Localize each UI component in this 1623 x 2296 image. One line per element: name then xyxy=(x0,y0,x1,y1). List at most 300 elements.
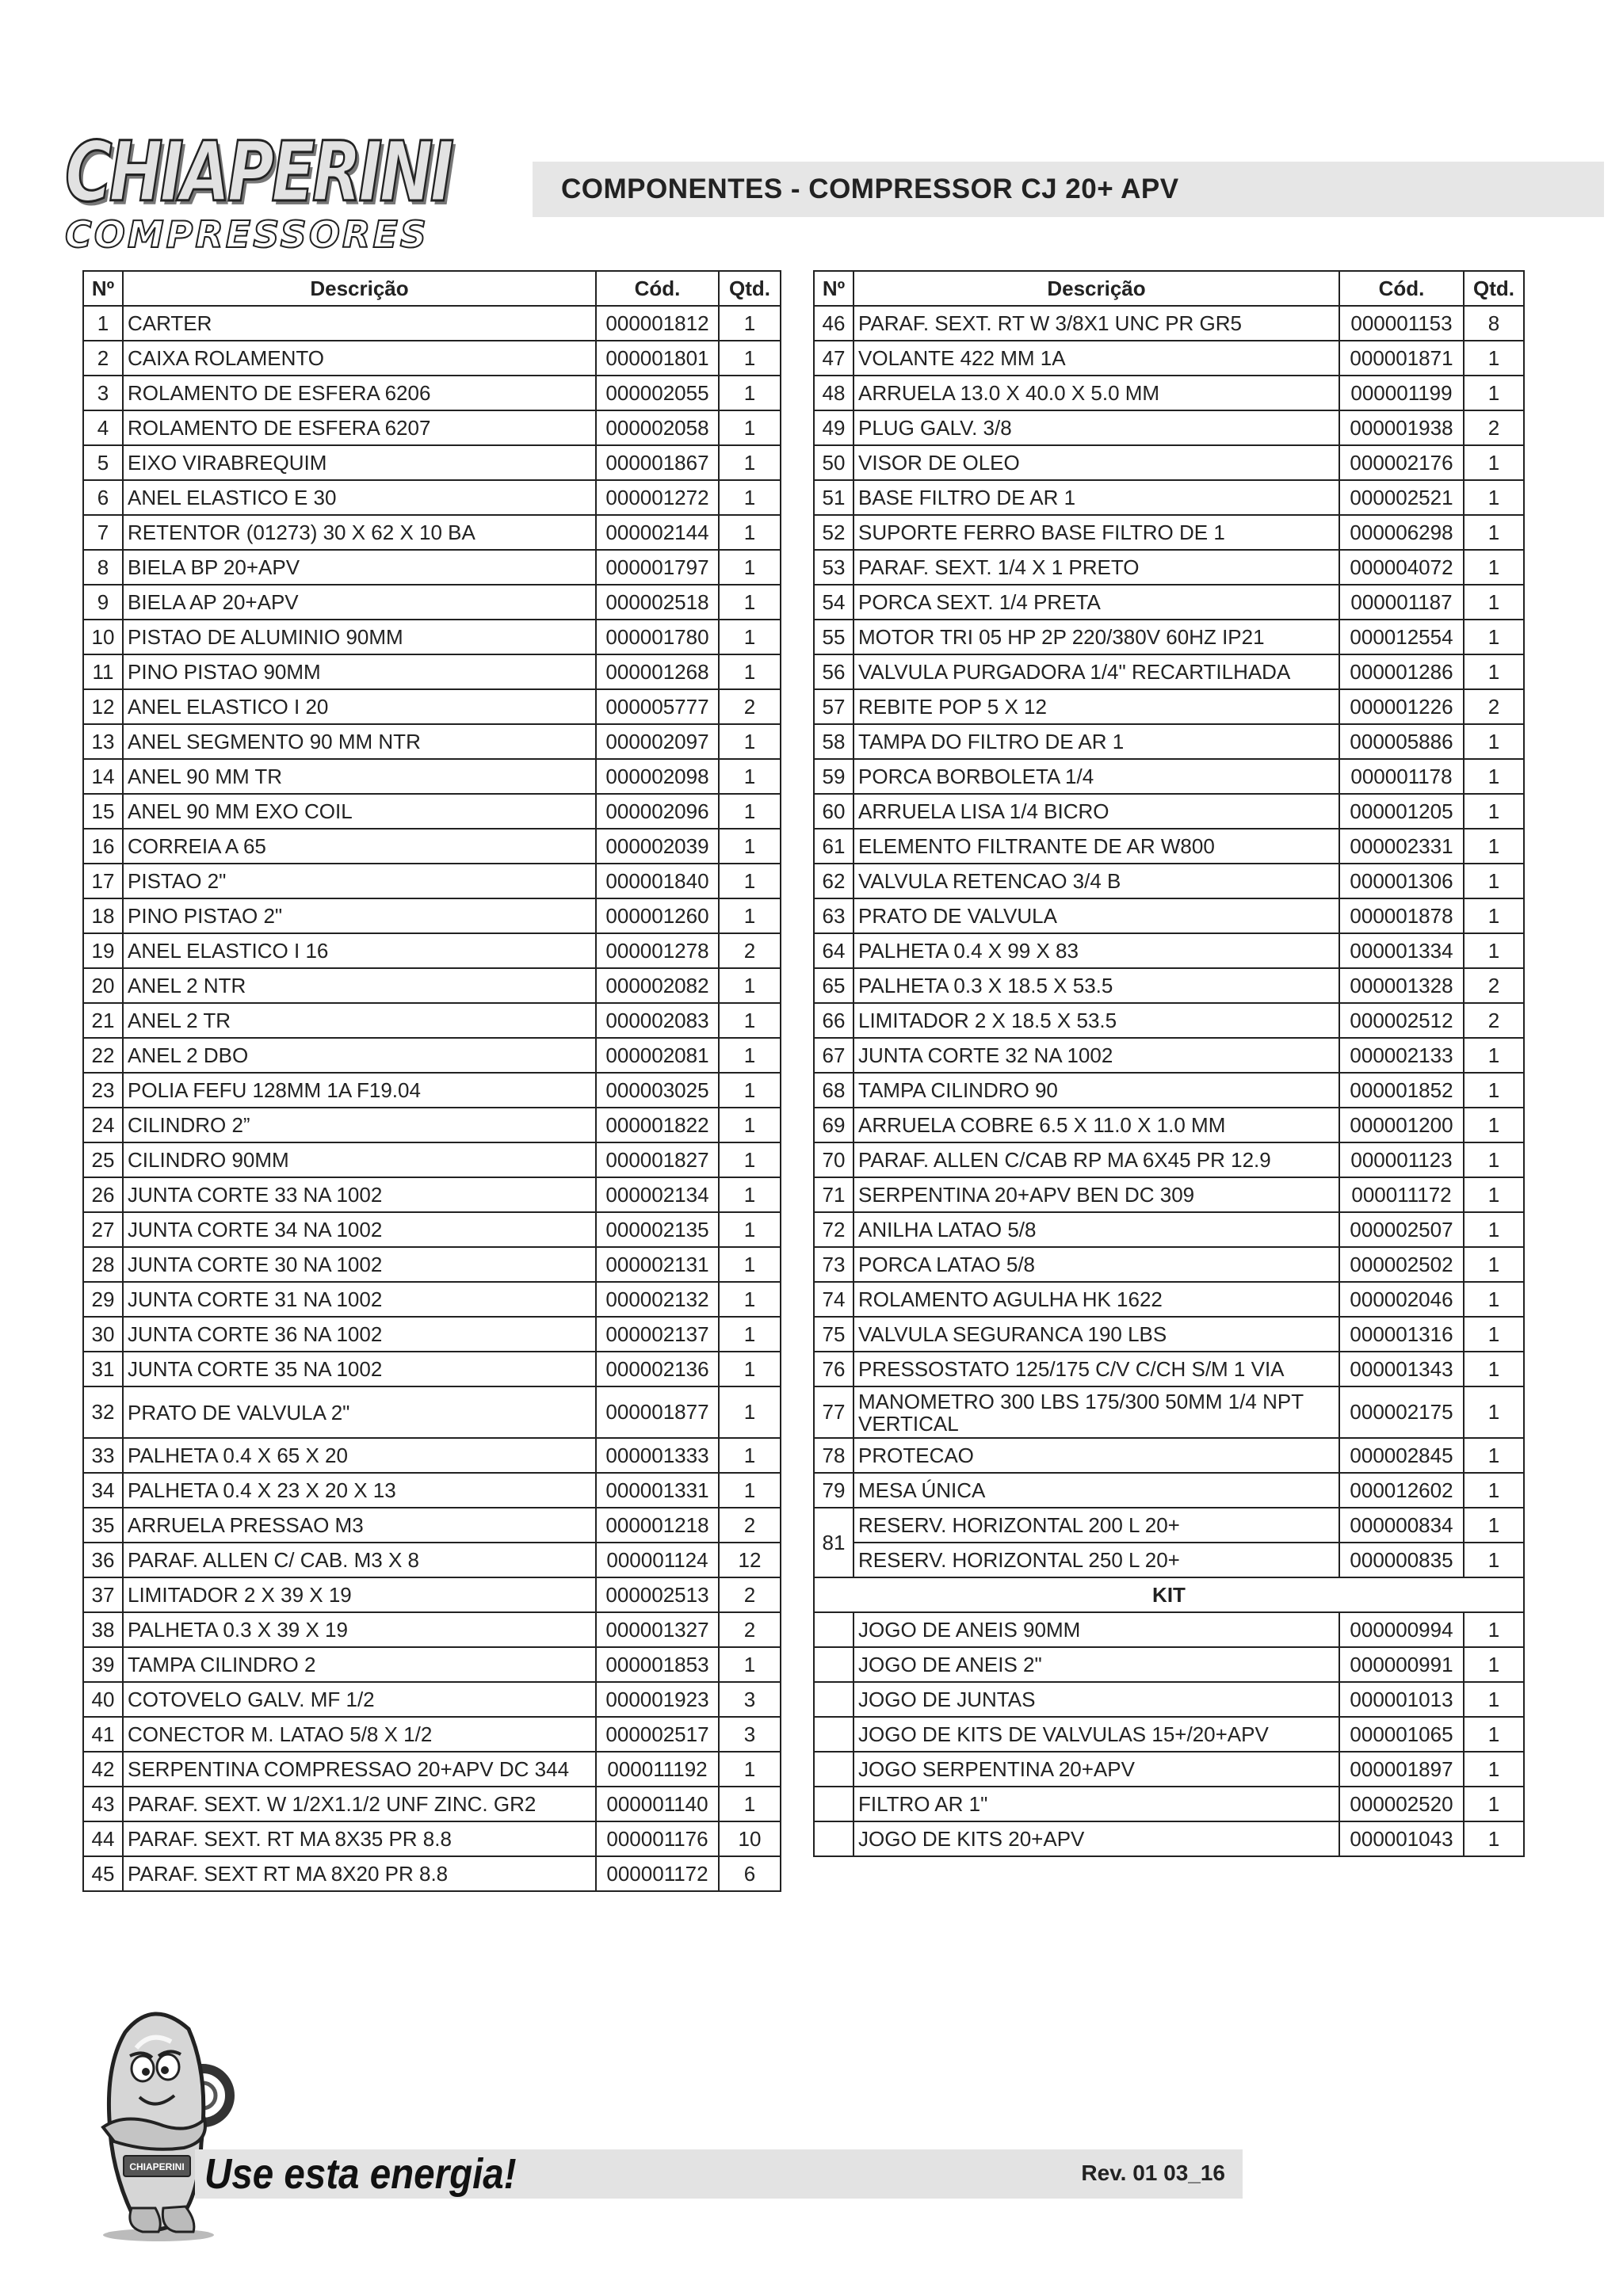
table-row xyxy=(83,1787,781,1821)
item-code: 000001822 xyxy=(596,1108,719,1142)
item-quantity: 1 xyxy=(1464,445,1524,480)
item-description: ANEL 90 MM EXO COIL xyxy=(123,794,596,829)
table-row xyxy=(83,689,781,724)
table-row xyxy=(814,376,1524,410)
item-number: 28 xyxy=(83,1247,123,1282)
item-code: 000001334 xyxy=(1339,933,1464,968)
item-description: BIELA BP 20+APV xyxy=(123,550,596,585)
table-row xyxy=(83,1856,781,1891)
table-row xyxy=(814,1247,1524,1282)
item-description: JUNTA CORTE 30 NA 1002 xyxy=(123,1247,596,1282)
item-number: 45 xyxy=(83,1856,123,1891)
item-number: 9 xyxy=(83,585,123,620)
item-number: 53 xyxy=(814,550,854,585)
item-code: 000002137 xyxy=(596,1317,719,1352)
table-row xyxy=(83,1543,781,1577)
item-number: 78 xyxy=(814,1438,854,1473)
table-row xyxy=(83,1038,781,1073)
table-row xyxy=(83,1108,781,1142)
item-code: 000011172 xyxy=(1339,1177,1464,1212)
table-row xyxy=(814,1752,1524,1787)
item-quantity: 1 xyxy=(719,480,781,515)
item-code: 000002135 xyxy=(596,1212,719,1247)
item-description: PORCA SEXT. 1/4 PRETA xyxy=(854,585,1339,620)
item-quantity: 1 xyxy=(719,1647,781,1682)
table-row xyxy=(814,1821,1524,1856)
table-row xyxy=(814,620,1524,654)
item-number: 65 xyxy=(814,968,854,1003)
item-code: 000002134 xyxy=(596,1177,719,1212)
item-number: 27 xyxy=(83,1212,123,1247)
item-code: 000001268 xyxy=(596,654,719,689)
item-number: 72 xyxy=(814,1212,854,1247)
col-header-num: Nº xyxy=(814,271,854,306)
item-number: 69 xyxy=(814,1108,854,1142)
item-description: JOGO DE ANEIS 90MM xyxy=(854,1612,1339,1647)
item-description: LIMITADOR 2 X 18.5 X 53.5 xyxy=(854,1003,1339,1038)
col-header-num: Nº xyxy=(83,271,123,306)
item-description: BIELA AP 20+APV xyxy=(123,585,596,620)
table-row xyxy=(83,794,781,829)
header-band xyxy=(533,162,1604,217)
mascot-illustration xyxy=(70,2000,236,2242)
item-quantity: 1 xyxy=(719,1142,781,1177)
item-quantity: 2 xyxy=(719,1612,781,1647)
item-code: 000001797 xyxy=(596,550,719,585)
table-row xyxy=(83,1752,781,1787)
item-number: 42 xyxy=(83,1752,123,1787)
item-quantity: 1 xyxy=(1464,1438,1524,1473)
item-quantity: 1 xyxy=(719,794,781,829)
item-description: JOGO DE JUNTAS xyxy=(854,1682,1339,1717)
item-quantity: 1 xyxy=(719,410,781,445)
item-quantity: 1 xyxy=(1464,620,1524,654)
item-number: 60 xyxy=(814,794,854,829)
item-number: 34 xyxy=(83,1473,123,1508)
table-row xyxy=(83,550,781,585)
item-description: ANEL 2 DBO xyxy=(123,1038,596,1073)
item-code: 000001124 xyxy=(596,1543,719,1577)
item-number: 76 xyxy=(814,1352,854,1386)
item-number: 31 xyxy=(83,1352,123,1386)
table-row xyxy=(814,1612,1524,1647)
item-description: PARAF. ALLEN C/CAB RP MA 6X45 PR 12.9 xyxy=(854,1142,1339,1177)
item-code: 000001923 xyxy=(596,1682,719,1717)
item-code: 000001327 xyxy=(596,1612,719,1647)
item-code: 000001123 xyxy=(1339,1142,1464,1177)
item-number xyxy=(814,1752,854,1787)
item-description: VALVULA PURGADORA 1/4" RECARTILHADA xyxy=(854,654,1339,689)
item-number xyxy=(814,1717,854,1752)
item-number: 58 xyxy=(814,724,854,759)
table-row xyxy=(83,515,781,550)
item-description: JUNTA CORTE 35 NA 1002 xyxy=(123,1352,596,1386)
table-row xyxy=(83,620,781,654)
item-description: ANEL 90 MM TR xyxy=(123,759,596,794)
table-row xyxy=(83,376,781,410)
item-code: 000002331 xyxy=(1339,829,1464,864)
item-description: VOLANTE 422 MM 1A xyxy=(854,341,1339,376)
table-row xyxy=(814,1438,1524,1473)
item-code: 000001306 xyxy=(1339,864,1464,898)
item-code: 000001065 xyxy=(1339,1717,1464,1752)
table-row xyxy=(814,410,1524,445)
table-row xyxy=(83,1317,781,1352)
item-number: 4 xyxy=(83,410,123,445)
item-description: PALHETA 0.4 X 23 X 20 X 13 xyxy=(123,1473,596,1508)
item-quantity: 1 xyxy=(719,1752,781,1787)
item-description: FILTRO AR 1" xyxy=(854,1787,1339,1821)
item-number: 71 xyxy=(814,1177,854,1212)
item-code: 000001153 xyxy=(1339,306,1464,341)
item-quantity: 1 xyxy=(1464,759,1524,794)
item-quantity: 1 xyxy=(1464,1508,1524,1543)
item-quantity: 1 xyxy=(719,898,781,933)
item-code: 000002039 xyxy=(596,829,719,864)
col-header-cod: Cód. xyxy=(596,271,719,306)
item-code: 000001878 xyxy=(1339,898,1464,933)
item-code: 000001867 xyxy=(596,445,719,480)
item-code: 000002082 xyxy=(596,968,719,1003)
table-row xyxy=(814,1038,1524,1073)
footer-band xyxy=(195,2149,1243,2199)
item-code: 000002131 xyxy=(596,1247,719,1282)
table-row xyxy=(814,480,1524,515)
item-quantity: 1 xyxy=(1464,654,1524,689)
item-description: REBITE POP 5 X 12 xyxy=(854,689,1339,724)
item-number: 36 xyxy=(83,1543,123,1577)
item-quantity: 1 xyxy=(1464,1717,1524,1752)
kit-label: KIT xyxy=(814,1577,1524,1612)
table-row xyxy=(83,1647,781,1682)
item-quantity: 1 xyxy=(719,1212,781,1247)
item-quantity: 12 xyxy=(719,1543,781,1577)
item-quantity: 1 xyxy=(719,1003,781,1038)
item-number: 48 xyxy=(814,376,854,410)
item-description: CARTER xyxy=(123,306,596,341)
item-number: 66 xyxy=(814,1003,854,1038)
item-quantity: 1 xyxy=(1464,1247,1524,1282)
item-number: 3 xyxy=(83,376,123,410)
table-row xyxy=(83,1612,781,1647)
item-code: 000001316 xyxy=(1339,1317,1464,1352)
item-description: ROLAMENTO DE ESFERA 6207 xyxy=(123,410,596,445)
item-quantity: 1 xyxy=(1464,1073,1524,1108)
item-number: 21 xyxy=(83,1003,123,1038)
item-description: ELEMENTO FILTRANTE DE AR W800 xyxy=(854,829,1339,864)
item-number: 43 xyxy=(83,1787,123,1821)
table-row xyxy=(83,1577,781,1612)
item-quantity: 1 xyxy=(1464,1612,1524,1647)
item-quantity: 8 xyxy=(1464,306,1524,341)
item-code: 000001218 xyxy=(596,1508,719,1543)
table-row xyxy=(814,445,1524,480)
item-number xyxy=(814,1787,854,1821)
item-description: PARAF. SEXT. RT W 3/8X1 UNC PR GR5 xyxy=(854,306,1339,341)
item-number: 70 xyxy=(814,1142,854,1177)
item-number: 29 xyxy=(83,1282,123,1317)
item-number: 30 xyxy=(83,1317,123,1352)
item-number: 23 xyxy=(83,1073,123,1108)
item-quantity: 1 xyxy=(1464,1038,1524,1073)
item-quantity: 1 xyxy=(1464,1177,1524,1212)
item-quantity: 2 xyxy=(1464,968,1524,1003)
table-row xyxy=(814,306,1524,341)
item-description: ARRUELA LISA 1/4 BICRO xyxy=(854,794,1339,829)
item-quantity: 1 xyxy=(1464,1108,1524,1142)
item-code: 000003025 xyxy=(596,1073,719,1108)
item-code: 000011192 xyxy=(596,1752,719,1787)
item-description: PARAF. SEXT. W 1/2X1.1/2 UNF ZINC. GR2 xyxy=(123,1787,596,1821)
table-row xyxy=(814,1073,1524,1108)
item-code: 000002144 xyxy=(596,515,719,550)
item-description: PINO PISTAO 2" xyxy=(123,898,596,933)
table-row xyxy=(83,1177,781,1212)
table-row xyxy=(83,480,781,515)
item-number xyxy=(814,1612,854,1647)
revision-label: Rev. 01 03_16 xyxy=(1081,2161,1225,2185)
item-description: JOGO DE KITS 20+APV xyxy=(854,1821,1339,1856)
item-code: 000006298 xyxy=(1339,515,1464,550)
table-row xyxy=(83,1212,781,1247)
col-header-desc: Descrição xyxy=(854,271,1339,306)
item-code: 000002058 xyxy=(596,410,719,445)
item-code: 000001840 xyxy=(596,864,719,898)
table-row xyxy=(814,724,1524,759)
item-description: CORREIA A 65 xyxy=(123,829,596,864)
item-number: 44 xyxy=(83,1821,123,1856)
item-number: 20 xyxy=(83,968,123,1003)
item-description: ANEL ELASTICO E 30 xyxy=(123,480,596,515)
brand-logo xyxy=(65,124,485,256)
item-description: PORCA BORBOLETA 1/4 xyxy=(854,759,1339,794)
item-number: 63 xyxy=(814,898,854,933)
item-description: PARAF. SEXT. 1/4 X 1 PRETO xyxy=(854,550,1339,585)
item-code: 000001328 xyxy=(1339,968,1464,1003)
item-code: 000002098 xyxy=(596,759,719,794)
table-row xyxy=(814,1212,1524,1247)
item-quantity: 1 xyxy=(719,1282,781,1317)
col-header-qtd: Qtd. xyxy=(1464,271,1524,306)
table-row xyxy=(83,1473,781,1508)
item-number: 16 xyxy=(83,829,123,864)
item-number: 62 xyxy=(814,864,854,898)
item-description: ANEL ELASTICO I 16 xyxy=(123,933,596,968)
slogan: Use esta energia! xyxy=(204,2150,517,2198)
item-code: 000002513 xyxy=(596,1577,719,1612)
item-quantity: 1 xyxy=(1464,1821,1524,1856)
item-number xyxy=(814,1682,854,1717)
item-quantity: 1 xyxy=(719,1473,781,1508)
item-description: SUPORTE FERRO BASE FILTRO DE 1 xyxy=(854,515,1339,550)
item-quantity: 1 xyxy=(719,654,781,689)
item-description: PALHETA 0.3 X 18.5 X 53.5 xyxy=(854,968,1339,1003)
item-quantity: 1 xyxy=(719,829,781,864)
table-row xyxy=(814,794,1524,829)
table-row xyxy=(83,1386,781,1438)
table-row xyxy=(83,1073,781,1108)
item-quantity: 1 xyxy=(1464,1317,1524,1352)
item-quantity: 1 xyxy=(1464,864,1524,898)
table-row xyxy=(814,1682,1524,1717)
item-code: 000001897 xyxy=(1339,1752,1464,1787)
item-description: PORCA LATAO 5/8 xyxy=(854,1247,1339,1282)
item-description: PARAF. SEXT RT MA 8X20 PR 8.8 xyxy=(123,1856,596,1891)
item-code: 000002096 xyxy=(596,794,719,829)
item-number: 6 xyxy=(83,480,123,515)
item-description: PARAF. ALLEN C/ CAB. M3 X 8 xyxy=(123,1543,596,1577)
item-number: 11 xyxy=(83,654,123,689)
table-row xyxy=(83,968,781,1003)
item-number: 79 xyxy=(814,1473,854,1508)
item-quantity: 6 xyxy=(719,1856,781,1891)
item-number: 8 xyxy=(83,550,123,585)
item-description: POLIA FEFU 128MM 1A F19.04 xyxy=(123,1073,596,1108)
item-quantity: 1 xyxy=(719,1247,781,1282)
item-description: JUNTA CORTE 32 NA 1002 xyxy=(854,1038,1339,1073)
item-description: CONECTOR M. LATAO 5/8 X 1/2 xyxy=(123,1717,596,1752)
item-quantity: 1 xyxy=(1464,480,1524,515)
item-number: 73 xyxy=(814,1247,854,1282)
item-quantity: 1 xyxy=(1464,1212,1524,1247)
item-quantity: 1 xyxy=(1464,341,1524,376)
table-row xyxy=(83,1282,781,1317)
table-row xyxy=(83,829,781,864)
item-code: 000001260 xyxy=(596,898,719,933)
item-quantity: 2 xyxy=(719,1577,781,1612)
item-description: ANEL 2 NTR xyxy=(123,968,596,1003)
item-quantity: 2 xyxy=(1464,410,1524,445)
item-description: MOTOR TRI 05 HP 2P 220/380V 60HZ IP21 xyxy=(854,620,1339,654)
parts-list-left xyxy=(83,306,781,1891)
item-description: PALHETA 0.4 X 65 X 20 xyxy=(123,1438,596,1473)
item-quantity: 1 xyxy=(719,1038,781,1073)
table-row xyxy=(83,585,781,620)
item-code: 000001871 xyxy=(1339,341,1464,376)
item-number: 19 xyxy=(83,933,123,968)
item-description: MESA ÚNICA xyxy=(854,1473,1339,1508)
col-header-cod: Cód. xyxy=(1339,271,1464,306)
item-code: 000001226 xyxy=(1339,689,1464,724)
table-row xyxy=(83,1717,781,1752)
item-number: 37 xyxy=(83,1577,123,1612)
item-quantity: 1 xyxy=(719,550,781,585)
item-description: PARAF. SEXT. RT MA 8X35 PR 8.8 xyxy=(123,1821,596,1856)
table-row xyxy=(83,1438,781,1473)
table-row xyxy=(814,1647,1524,1682)
item-quantity: 1 xyxy=(719,1108,781,1142)
table-row xyxy=(814,933,1524,968)
table-row xyxy=(814,898,1524,933)
item-number: 35 xyxy=(83,1508,123,1543)
item-code: 000002502 xyxy=(1339,1247,1464,1282)
item-quantity: 1 xyxy=(1464,1752,1524,1787)
item-quantity: 1 xyxy=(1464,794,1524,829)
table-row xyxy=(814,1717,1524,1752)
item-code: 000001801 xyxy=(596,341,719,376)
item-number: 59 xyxy=(814,759,854,794)
item-code: 000001853 xyxy=(596,1647,719,1682)
item-code: 000002521 xyxy=(1339,480,1464,515)
item-code: 000002520 xyxy=(1339,1787,1464,1821)
item-description: ARRUELA 13.0 X 40.0 X 5.0 MM xyxy=(854,376,1339,410)
item-number: 50 xyxy=(814,445,854,480)
table-row xyxy=(83,1682,781,1717)
item-quantity: 2 xyxy=(1464,1003,1524,1038)
item-code: 000002081 xyxy=(596,1038,719,1073)
item-description: JUNTA CORTE 34 NA 1002 xyxy=(123,1212,596,1247)
item-number: 57 xyxy=(814,689,854,724)
item-description: JUNTA CORTE 31 NA 1002 xyxy=(123,1282,596,1317)
item-code: 000001343 xyxy=(1339,1352,1464,1386)
table-row xyxy=(83,1508,781,1543)
item-description: JOGO DE ANEIS 2" xyxy=(854,1647,1339,1682)
item-quantity: 1 xyxy=(1464,829,1524,864)
item-description: RESERV. HORIZONTAL 200 L 20+ xyxy=(854,1508,1339,1543)
item-number: 13 xyxy=(83,724,123,759)
item-number: 1 xyxy=(83,306,123,341)
mascot-badge: CHIAPERINI xyxy=(129,2161,185,2172)
table-header-row xyxy=(814,271,1524,306)
item-quantity: 1 xyxy=(719,306,781,341)
col-header-desc: Descrição xyxy=(123,271,596,306)
item-quantity: 1 xyxy=(719,1787,781,1821)
item-code: 000001827 xyxy=(596,1142,719,1177)
table-row xyxy=(814,1282,1524,1317)
item-code: 000002133 xyxy=(1339,1038,1464,1073)
table-row xyxy=(83,1352,781,1386)
item-description: CAIXA ROLAMENTO xyxy=(123,341,596,376)
item-code: 000001852 xyxy=(1339,1073,1464,1108)
table-row xyxy=(83,1142,781,1177)
table-row xyxy=(814,864,1524,898)
table-row xyxy=(814,515,1524,550)
item-code: 000002136 xyxy=(596,1352,719,1386)
table-row xyxy=(814,550,1524,585)
table-row xyxy=(814,689,1524,724)
table-row xyxy=(814,1003,1524,1038)
item-code: 000001140 xyxy=(596,1787,719,1821)
item-code: 000002132 xyxy=(596,1282,719,1317)
item-code: 000002518 xyxy=(596,585,719,620)
item-code: 000005777 xyxy=(596,689,719,724)
item-number: 75 xyxy=(814,1317,854,1352)
item-quantity: 3 xyxy=(719,1682,781,1717)
item-description: EIXO VIRABREQUIM xyxy=(123,445,596,480)
item-description: VALVULA RETENCAO 3/4 B xyxy=(854,864,1339,898)
item-quantity: 1 xyxy=(1464,1386,1524,1438)
item-description: VISOR DE OLEO xyxy=(854,445,1339,480)
table-row xyxy=(814,759,1524,794)
item-code: 000002512 xyxy=(1339,1003,1464,1038)
item-description: ANILHA LATAO 5/8 xyxy=(854,1212,1339,1247)
item-description: PROTECAO xyxy=(854,1438,1339,1473)
item-code: 000001278 xyxy=(596,933,719,968)
item-description: JUNTA CORTE 33 NA 1002 xyxy=(123,1177,596,1212)
item-quantity: 1 xyxy=(1464,898,1524,933)
item-description: JOGO DE KITS DE VALVULAS 15+/20+APV xyxy=(854,1717,1339,1752)
item-description: TAMPA CILINDRO 90 xyxy=(854,1073,1339,1108)
item-code: 000001780 xyxy=(596,620,719,654)
table-row xyxy=(83,341,781,376)
item-description: VALVULA SEGURANCA 190 LBS xyxy=(854,1317,1339,1352)
item-number: 24 xyxy=(83,1108,123,1142)
table-row xyxy=(814,1787,1524,1821)
item-quantity: 1 xyxy=(719,1352,781,1386)
item-code: 000001938 xyxy=(1339,410,1464,445)
item-description: PALHETA 0.4 X 99 X 83 xyxy=(854,933,1339,968)
item-quantity: 1 xyxy=(719,1438,781,1473)
